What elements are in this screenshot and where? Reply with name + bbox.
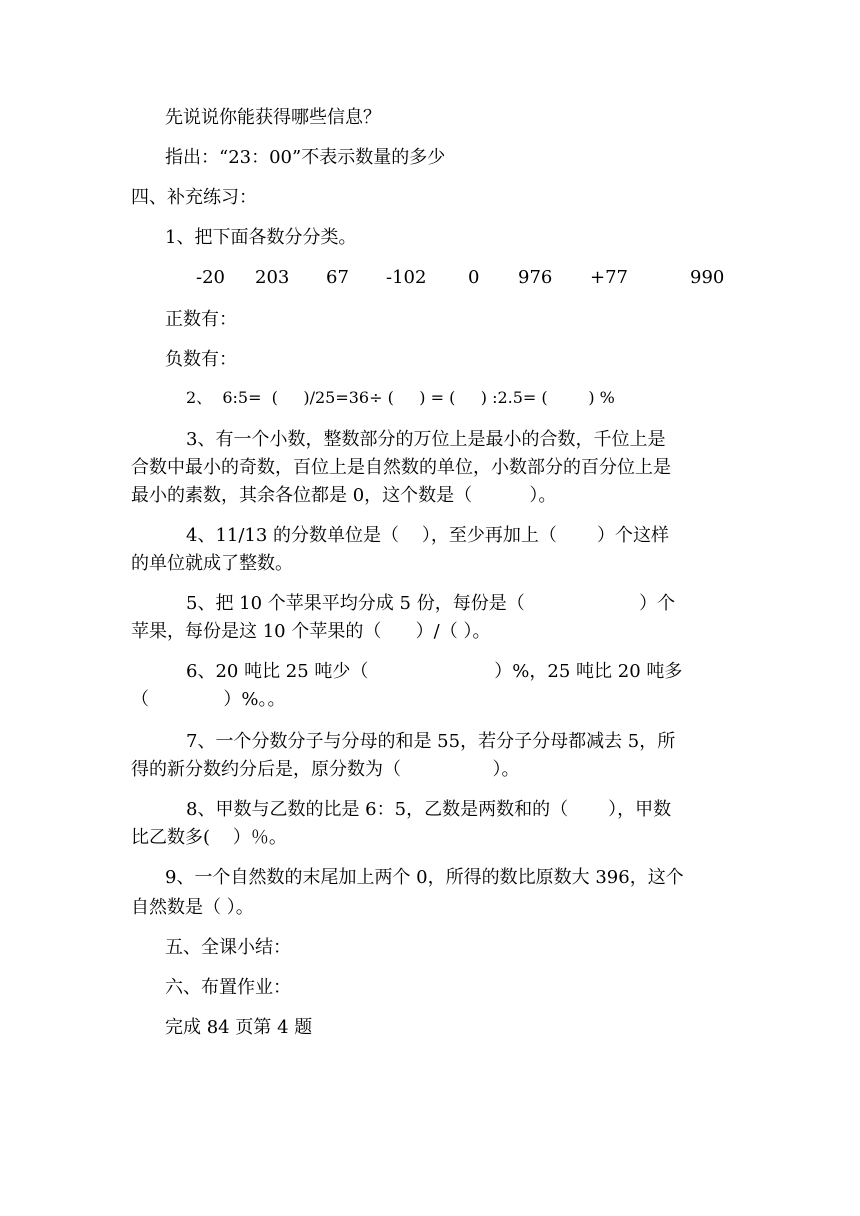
section-heading-6: 六、布置作业： (165, 977, 291, 998)
section-heading-4: 四、补充练习： (131, 187, 257, 208)
number-item: -102 (386, 267, 427, 288)
exercise-4-line-1: 4、11/13 的分数单位是（ ），至少再加上（ ）个这样 (186, 525, 669, 546)
negative-numbers-label: 负数有： (165, 349, 237, 370)
exercise-4-line-2: 的单位就成了整数。 (131, 553, 293, 574)
number-item: 990 (690, 267, 725, 288)
exercise-9-line-1: 9、一个自然数的末尾加上两个 0，所得的数比原数大 396，这个 (165, 867, 684, 888)
note-line: 指出：“23：00”不表示数量的多少 (165, 147, 446, 168)
number-item: -20 (196, 267, 225, 288)
section-heading-5: 五、全课小结： (165, 937, 291, 958)
exercise-1-title: 1、把下面各数分分类。 (165, 227, 357, 248)
exercise-9-line-2: 自然数是（ ）。 (131, 897, 254, 918)
number-item: 67 (326, 267, 349, 288)
exercise-7-line-2: 得的新分数约分后是，原分数为（ ）。 (131, 759, 520, 780)
number-row (0, 266, 860, 290)
positive-numbers-label: 正数有： (165, 309, 237, 330)
exercise-3-line-1: 3、有一个小数，整数部分的万位上是最小的合数，千位上是 (186, 429, 666, 450)
exercise-6-line-1: 6、20 吨比 25 吨少（ ）%，25 吨比 20 吨多 (186, 661, 683, 682)
exercise-3-line-2: 合数中最小的奇数，百位上是自然数的单位，小数部分的百分位上是 (131, 457, 671, 478)
exercise-6-line-2: （ ）%。。 (131, 689, 286, 710)
exercise-5-line-1: 5、把 10 个苹果平均分成 5 份，每份是（ ）个 (186, 593, 676, 614)
exercise-2: 2、 6:5= ( )/25=36÷ ( ) = ( ) :2.5= ( ) % (186, 388, 615, 407)
number-item: 976 (518, 267, 553, 288)
question-prompt: 先说说你能获得哪些信息？ (165, 107, 381, 128)
number-item: 203 (255, 267, 290, 288)
number-item: +77 (590, 267, 628, 288)
homework-line: 完成 84 页第 4 题 (165, 1017, 313, 1038)
exercise-5-line-2: 苹果，每份是这 10 个苹果的（ ）/（ ）。 (131, 621, 491, 642)
number-item: 0 (468, 267, 480, 288)
exercise-3-line-3: 最小的素数，其余各位都是 0，这个数是（ ）。 (131, 485, 557, 506)
exercise-8-line-2: 比乙数多( ）％。 (131, 827, 287, 848)
exercise-8-line-1: 8、甲数与乙数的比是 6：5，乙数是两数和的（ ），甲数 (186, 799, 672, 820)
exercise-7-line-1: 7、一个分数分子与分母的和是 55，若分子分母都减去 5，所 (186, 731, 676, 752)
